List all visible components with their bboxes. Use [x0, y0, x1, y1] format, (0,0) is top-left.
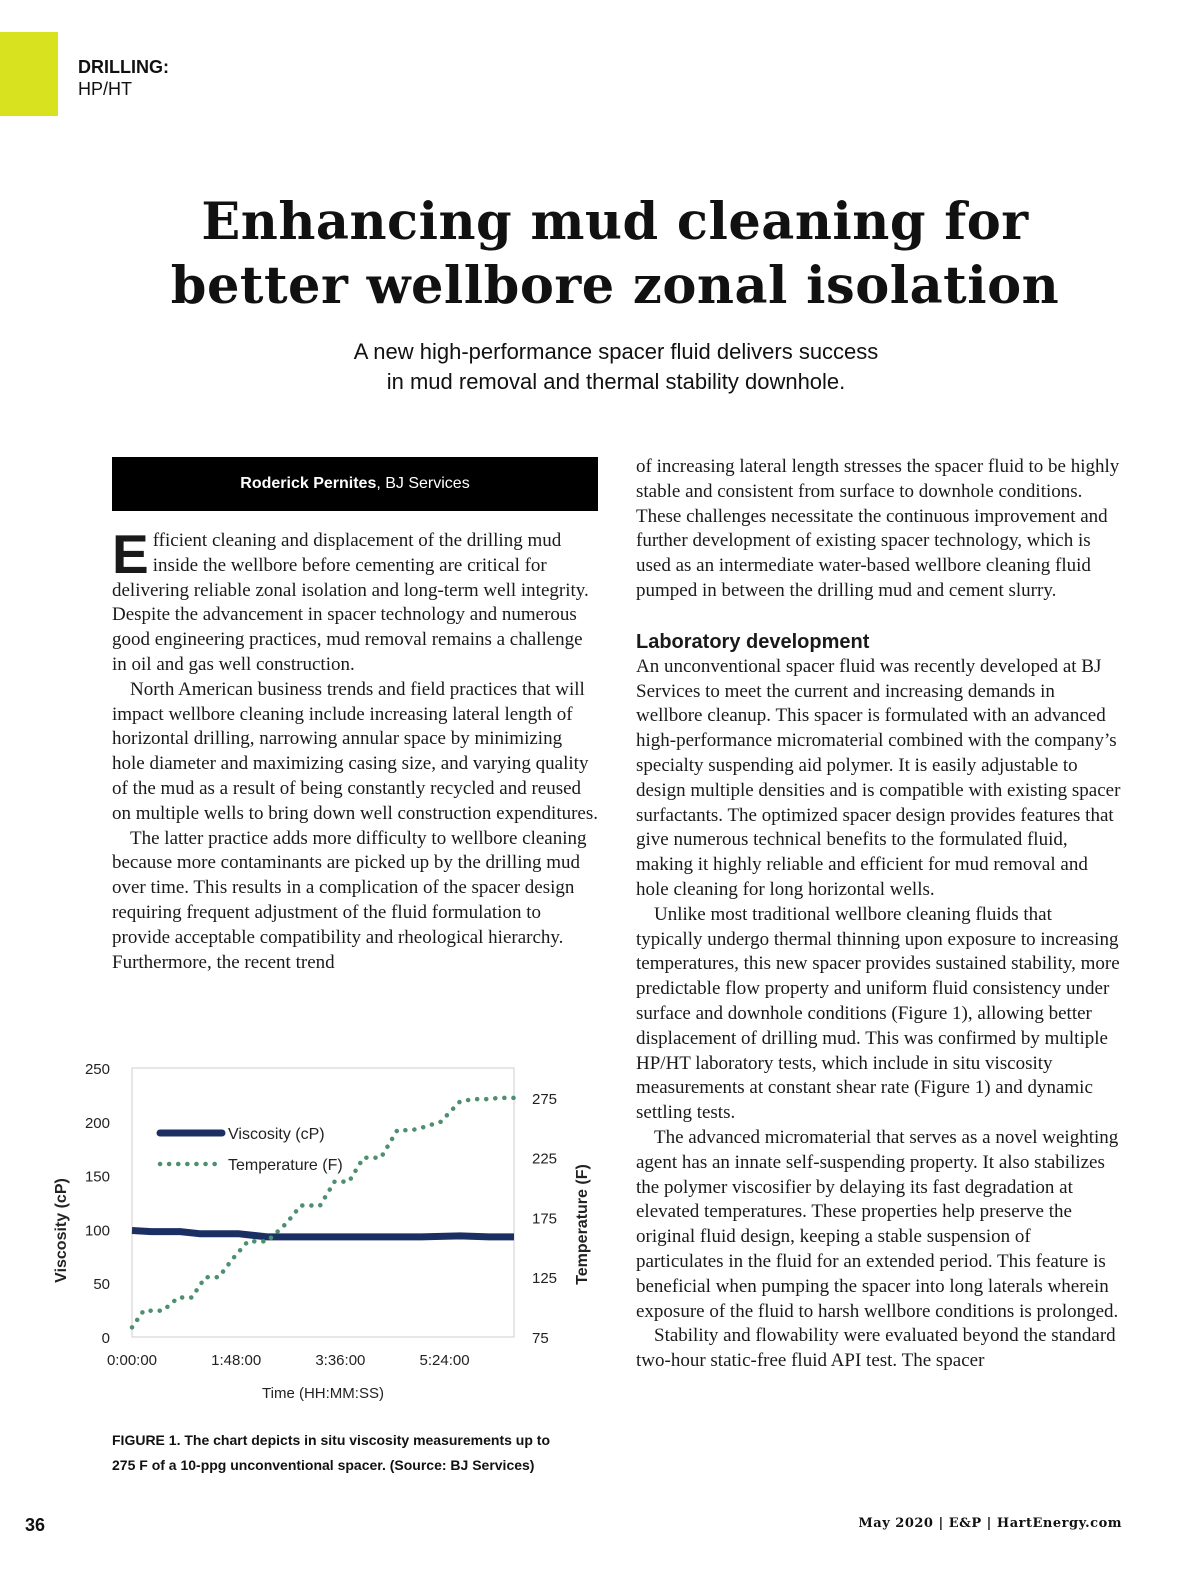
- legend-label-viscosity: Viscosity (cP): [228, 1126, 325, 1143]
- y-tick-label: 50: [93, 1276, 110, 1294]
- paragraph: North American business trends and field practices that will impact wellbore cleaning include increasing lateral length of horizontal drilling, narrowing annular space by minimizing hole diameter and maximizing casing size, and varying quality of the mud as a result of being constantly recycled and reused on multiple wells to bring down well construction expenditures.: [112, 678, 599, 824]
- paragraph: [112, 523, 598, 678]
- paragraph-text: fficient cleaning and displacement of the drilling mud inside the wellbore before cementing are critical for delivering reliable zonal isolation and long-term well integrity. Despite the advancement in spacer technology and numerous good engineering practices, mud removal remains a challenge in oil and gas well construction.: [112, 530, 589, 675]
- y-tick-label: 150: [84, 1168, 110, 1186]
- paragraph: The latter practice adds more difficulty to wellbore cleaning because more contaminants are picked up by the drilling mud over time. This results in a complication of the spacer design requiring frequent adjustment of the fluid formulation to provide acceptable compatibility and rheological hierarchy. Furthermore, the recent trend: [112, 827, 587, 973]
- x-tick-label: 1:48:00: [211, 1352, 262, 1369]
- footer-credit: May 2020 | E&P | HartEnergy.com: [858, 1516, 1122, 1531]
- y2-axis-label: Temperature (F): [574, 1164, 591, 1285]
- page-number: 36: [25, 1515, 46, 1535]
- section-subname: HP/HT: [78, 79, 132, 99]
- section-name: DRILLING:: [78, 57, 169, 77]
- section-color-tab: [0, 32, 58, 116]
- paragraph: Stability and flowability were evaluated beyond the standard two-hour static-free fluid API test. The spacer: [636, 1325, 1116, 1372]
- article-subtitle: [200, 337, 1032, 397]
- legend-label-temperature: Temperature (F): [228, 1157, 343, 1174]
- paragraph: Unlike most traditional wellbore cleaning fluids that typically undergo thermal thinning upon exposure to increasing temperatures, this new spacer provides sustained stability, more predictable flow property and uniform fluid consistency under surface and downhole conditions (Figure 1), allowing better displacement of drilling mud. This was confirmed by multiple HP/HT laboratory tests, which include in situ viscosity measurements at constant shear rate (Figure 1) and dynamic settling tests.: [636, 903, 1120, 1124]
- figure-1-chart: [40, 1050, 610, 1420]
- y-axis-label: Viscosity (cP): [53, 1178, 70, 1283]
- column-left: [112, 523, 599, 975]
- paragraph: An unconventional spacer fluid was recently developed at BJ Services to meet the current and increasing demands in wellbore cleanup. This spacer is formulated with an advanced high-performance micromaterial combined with the company’s specialty suspending aid polymer. It is easily adjustable to design multiple densities and is compatible with existing spacer surfactants. The optimized spacer design provides features that give numerous technical benefits to the formulated fluid, making it highly reliable and efficient for mud removal and hole cleaning for long horizontal wells.: [636, 655, 1121, 900]
- y-tick-label: 100: [84, 1222, 110, 1240]
- y2-tick-label: 75: [532, 1330, 549, 1347]
- x-tick-label: 0:00:00: [106, 1352, 158, 1369]
- paragraph: of increasing lateral length stresses the spacer fluid to be highly stable and consistent from surface to downhole conditions. These challenges necessitate the continuous improvement and further development of existing spacer technology, which is used as an intermediate water-based wellbore cleaning fluid pumped in between the drilling mud and cement slurry.: [636, 456, 1120, 601]
- y-tick-label: 0: [101, 1330, 110, 1347]
- x-axis-label: Time (HH:MM:SS): [262, 1385, 384, 1402]
- subheading: Laboratory development: [636, 630, 870, 653]
- figure-caption: [112, 1428, 602, 1478]
- y-tick-label: 250: [84, 1061, 110, 1078]
- title-line-2: better wellbore zonal isolation: [170, 256, 1060, 316]
- drop-cap: E: [112, 523, 149, 585]
- author-name: Roderick Pernites: [240, 475, 377, 492]
- caption-line-2: 275 F of a 10-ppg unconventional spacer. (Source: BJ Services): [112, 1457, 535, 1473]
- caption-line-1: FIGURE 1. The chart depicts in situ viscosity measurements up to: [112, 1432, 550, 1448]
- y2-tick-label: 225: [532, 1150, 558, 1168]
- y-tick-label: 200: [84, 1114, 110, 1132]
- y2-tick-label: 275: [532, 1090, 558, 1108]
- article-title: [100, 190, 1130, 318]
- subtitle-line-2: in mud removal and thermal stability downhole.: [386, 369, 846, 394]
- paragraph: The advanced micromaterial that serves as a novel weighting agent has an innate self-suspending property. It also stabilizes the polymer viscosifier by delaying its fast degradation at elevated temperatures. These properties help preserve the original fluid design, keeping a stable suspension of particulates in the fluid for an extended period. This feature is beneficial when pumping the spacer into long laterals wherein exposure of the fluid to harsh wellbore conditions is prolonged.: [636, 1126, 1119, 1322]
- subtitle-line-1: A new high-performance spacer fluid delivers success: [353, 339, 879, 364]
- title-line-1: Enhancing mud cleaning for: [201, 192, 1029, 252]
- y2-tick-label: 125: [532, 1270, 558, 1288]
- x-tick-label: 5:24:00: [419, 1352, 470, 1369]
- x-tick-label: 3:36:00: [315, 1352, 366, 1369]
- column-right: [636, 455, 1121, 1374]
- byline-box: [112, 457, 598, 511]
- y2-tick-label: 175: [532, 1210, 558, 1228]
- section-label: [78, 56, 169, 100]
- author-affiliation: , BJ Services: [376, 475, 470, 492]
